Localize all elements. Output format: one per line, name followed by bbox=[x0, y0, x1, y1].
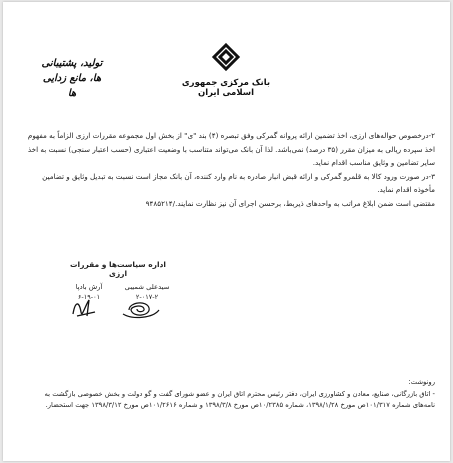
cbi-emblem-icon bbox=[211, 42, 241, 72]
signature-1-drawing bbox=[123, 303, 159, 318]
signatory-1-name: سیدعلی شمیبی bbox=[124, 283, 170, 291]
paragraph-2: ۲-درخصوص حواله‌های ارزی، اخذ تضمین ارائه پروانه گمرکی وفق تبصره (۴) بند "ی" از بخش اول مجموعه مقررات ارزی الزاماً به مفهوم اخذ سپرده ریالی به میزان مقرر (۳۵ درصد) نمی‌باشد. لذا آن بانک می‌تواند متناسب با وضعیت اعتباری (حسب اعتبار سنجی) نسبت به اخذ سایر تضامین و وثایق مناسب اقدام نماید. bbox=[27, 131, 435, 168]
paragraph-3: ۳-در صورت ورود کالا به قلمرو گمرکی و ارائه قبض انبار صادره به نام وارد کننده، آن بانک مجاز است نسبت به تبدیل وثایق و تضامین مأخوذه اقدام نماید. bbox=[42, 171, 435, 195]
slogan-calligraphy: تولید، پشتیبانی ها، مانع زدایی ها bbox=[41, 58, 103, 99]
bank-logo bbox=[181, 42, 271, 98]
department-title: اداره سیاست‌ها و مقررات ارزی bbox=[70, 260, 166, 278]
cc-heading: رونوشت: bbox=[408, 378, 435, 386]
signatory-2-name: آرش بادپا bbox=[75, 283, 103, 291]
bank-name: بانک مرکزی جمهوری اسلامی ایران bbox=[181, 78, 271, 98]
signatory-1-code: ۲-۰۱۷-۲ bbox=[135, 293, 159, 301]
signatory-2-code: ۶-۱۹-۰۱ bbox=[77, 293, 101, 301]
cc-text: - اتاق بازرگانی، صنایع، معادن و کشاورزی ایران، دفتر رئیس محترم اتاق ایران و عضو شورای گفت و گو دولت و بخش خصوصی بازگشت به نامه‌های شماره ۱۰۱/۳۱۷ص مورخ ۱۳۹۸/۱/۲۸، شماره ۱۰/۲۳۸۵ص مورخ ۱۳۹۸/۳/۸ و شماره ۱۰۱/۲۶۱۶ص مورخ ۱۳۹۸/۳/۱۲ جهت استحضار. bbox=[44, 389, 435, 409]
handwritten-signatures bbox=[63, 292, 173, 324]
carbon-copy-section bbox=[21, 377, 435, 412]
closing-paragraph: مقتضی است ضمن ابلاغ مراتب به واحدهای ذیربط، برحسن اجرای آن نیز نظارت نمایند./۹۴۸۵۲۱۴ bbox=[145, 198, 435, 208]
signature-2-drawing bbox=[73, 300, 95, 316]
letter-page bbox=[3, 2, 450, 461]
letter-body bbox=[21, 129, 435, 211]
